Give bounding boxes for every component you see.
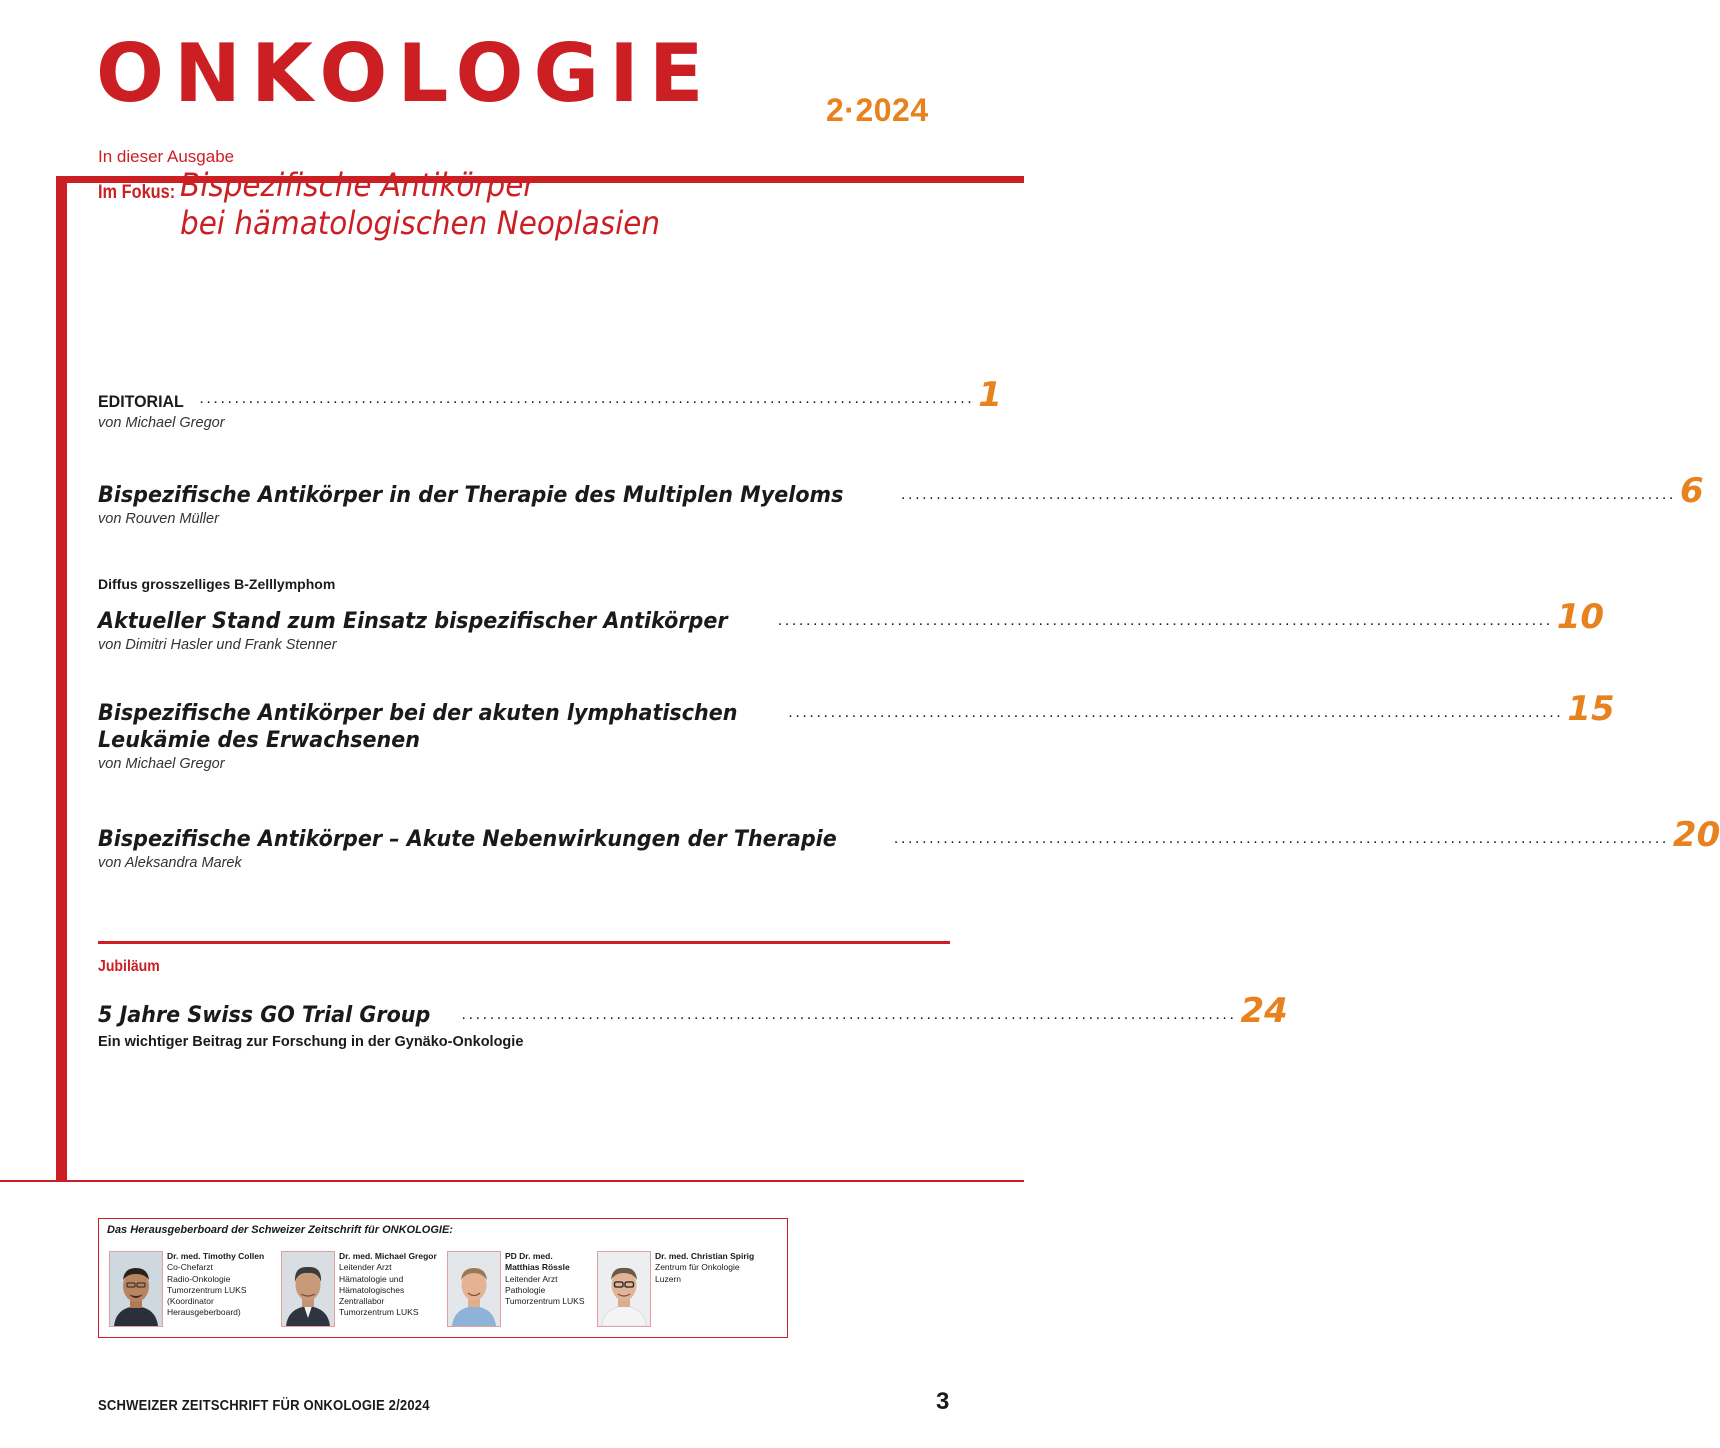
toc-kicker: Diffus grosszelliges B-Zelllymphom [98, 576, 336, 592]
leader-dots: .............................................................................................................. [199, 390, 975, 407]
member-name: Dr. med. Timothy Collen [167, 1251, 265, 1261]
focus-title-line1: Bispezifische Antikörper [180, 166, 536, 204]
toc-page-number[interactable]: 1 [978, 375, 1002, 415]
board-title: Das Herausgeberboard der Schweizer Zeitschrift für ONKOLOGIE: [107, 1224, 453, 1236]
toc-page-number[interactable]: 24 [1240, 991, 1288, 1031]
toc-title[interactable]: 5 Jahre Swiss GO Trial Group [98, 1003, 431, 1028]
member-role: Tumorzentrum LUKS [339, 1307, 419, 1318]
portrait-photo [281, 1251, 335, 1327]
portrait-photo [447, 1251, 501, 1327]
toc-author: von Dimitri Hasler und Frank Stenner [98, 637, 337, 653]
toc-title-line2[interactable]: Leukämie des Erwachsenen [98, 728, 421, 753]
portrait-photo [597, 1251, 651, 1327]
member-role: Herausgeberboard) [167, 1307, 241, 1318]
member-info [505, 1251, 585, 1307]
frame-bottom-rule [0, 1180, 1024, 1182]
issue-number: 2·2024 [826, 92, 929, 128]
member-role: Leitender Arzt [339, 1262, 392, 1273]
portrait-photo [109, 1251, 163, 1327]
toc-author: von Aleksandra Marek [98, 855, 242, 871]
toc-entry-myelom[interactable] [98, 471, 1704, 527]
frame-left-rule [56, 176, 67, 1182]
toc-author: von Michael Gregor [98, 415, 225, 431]
member-info [339, 1251, 437, 1319]
toc-subtitle: Ein wichtiger Beitrag zur Forschung in der Gynäko-Onkologie [98, 1034, 524, 1050]
member-name: PD Dr. med. [505, 1251, 553, 1261]
toc-title[interactable]: Bispezifische Antikörper – Akute Nebenwirkungen der Therapie [98, 827, 837, 852]
member-name: Dr. med. Michael Gregor [339, 1251, 437, 1261]
focus-title [180, 166, 660, 242]
toc-entry-all[interactable] [98, 689, 1615, 772]
member-role: Radio-Onkologie [167, 1273, 231, 1284]
member-role: Leitender Arzt [505, 1273, 558, 1284]
leader-dots: .............................................................................................................. [788, 704, 1564, 721]
toc-entry-jubilaeum[interactable] [98, 991, 1288, 1050]
member-name-line2: Matthias Rössle [505, 1262, 570, 1273]
leader-dots: .............................................................................................................. [461, 1006, 1237, 1023]
footer-journal-title: SCHWEIZER ZEITSCHRIFT FÜR ONKOLOGIE 2/2024 [98, 1398, 430, 1414]
toc-entry-editorial[interactable] [98, 375, 1002, 431]
member-name: Dr. med. Christian Spirig [655, 1251, 755, 1261]
member-role: Tumorzentrum LUKS [167, 1284, 247, 1295]
member-role: Zentrum für Onkologie [655, 1262, 740, 1273]
toc-entry-nebenwirkungen[interactable] [98, 815, 1720, 871]
leader-dots: .............................................................................................................. [900, 486, 1676, 503]
focus-label: Im Fokus: [98, 182, 176, 203]
toc-title[interactable]: Bispezifische Antikörper bei der akuten lymphatischen [98, 701, 738, 726]
member-info [655, 1251, 754, 1285]
toc-author: von Michael Gregor [98, 756, 225, 772]
toc-entry-lymphom[interactable] [98, 576, 1605, 653]
toc-page-number[interactable]: 6 [1679, 471, 1704, 511]
toc-author: von Rouven Müller [98, 511, 219, 527]
focus-title-line2: bei hämatologischen Neoplasien [180, 204, 661, 242]
toc-title[interactable]: Aktueller Stand zum Einsatz bispezifischer Antikörper [98, 609, 728, 634]
jubilaeum-rule [98, 941, 950, 944]
jubilaeum-label: Jubiläum [98, 958, 160, 975]
toc-page-number[interactable]: 20 [1672, 815, 1720, 855]
member-role: Luzern [655, 1273, 681, 1284]
editorial-board-box [98, 1218, 788, 1338]
leader-dots: .............................................................................................................. [893, 830, 1669, 847]
member-info [167, 1251, 264, 1319]
masthead-title: ONKOLOGIE [96, 27, 714, 120]
toc-page-number[interactable]: 15 [1567, 689, 1615, 729]
member-role: Pathologie [505, 1284, 546, 1295]
leader-dots: .............................................................................................................. [777, 612, 1553, 629]
footer-page-number: 3 [936, 1388, 950, 1415]
toc-page-number[interactable]: 10 [1556, 597, 1605, 637]
member-role: Hämatologie und [339, 1273, 404, 1284]
member-role: Hämatologisches [339, 1284, 405, 1295]
member-role: Zentrallabor [339, 1296, 385, 1307]
header-subtitle: In dieser Ausgabe [98, 147, 235, 166]
toc-title[interactable]: EDITORIAL [98, 392, 184, 411]
toc-title[interactable]: Bispezifische Antikörper in der Therapie des Multiplen Myeloms [98, 483, 844, 508]
member-role: Tumorzentrum LUKS [505, 1296, 585, 1307]
member-role: Co-Chefarzt [167, 1262, 213, 1273]
member-role: (Koordinator [167, 1296, 214, 1307]
